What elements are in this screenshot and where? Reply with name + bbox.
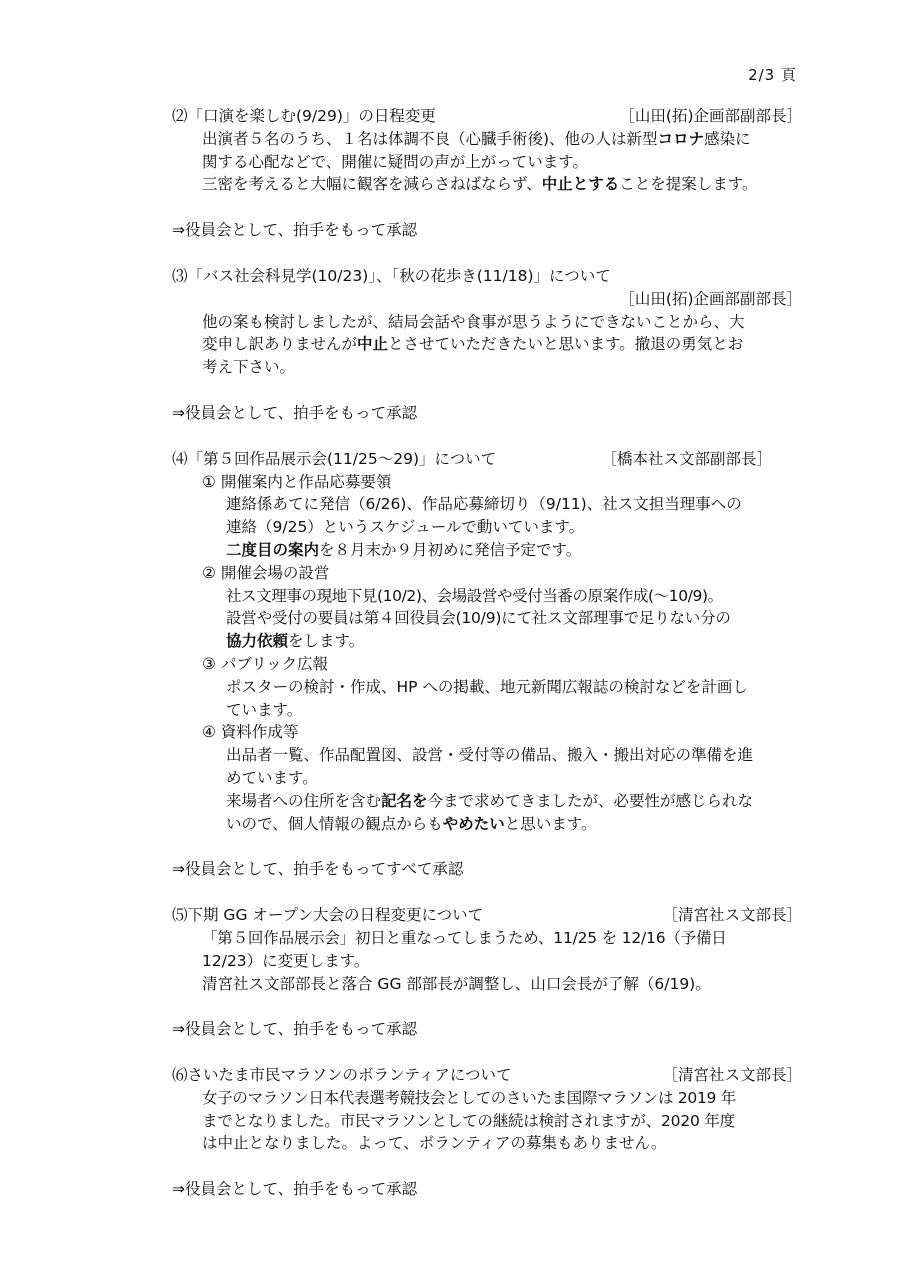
section-5-presenter: ［清宮社ス文部長］ bbox=[662, 906, 802, 925]
section-4-result: ⇒役員会として、拍手をもってすべて承認 bbox=[172, 860, 464, 879]
section-3-line-3: 考え下さい。 bbox=[202, 358, 296, 377]
section-2 bbox=[172, 105, 802, 265]
document-body bbox=[172, 105, 802, 1201]
section-5-title: ⑸下期 GG オープン大会の日程変更について bbox=[172, 906, 484, 925]
section-title bbox=[172, 105, 802, 128]
section-4-item-4-line-4: いので、個人情報の観点からもやめたいと思います。 bbox=[226, 814, 597, 833]
section-5-line-3: 清宮社ス文部部長と落合 GG 部部長が調整し、山口会長が了解（6/19)。 bbox=[202, 974, 711, 993]
section-4-item-2-line-2: 設営や受付の要員は第４回役員会(10/9)にて社ス文部理事で足りない分の bbox=[226, 609, 731, 628]
section-4-item-3-line-2: ています。 bbox=[226, 700, 303, 719]
section-6 bbox=[172, 1064, 802, 1201]
section-3-line-2: 変申し訳ありませんが中止とさせていただきたいと思います。撤退の勇気とお bbox=[202, 335, 744, 354]
section-4-item-1-line-1: 連絡係あてに発信（6/26)、作品応募締切り（9/11)、社ス文担当理事への bbox=[226, 495, 742, 514]
section-6-line-3: は中止となりました。よって、ボランティアの募集もありません。 bbox=[202, 1134, 667, 1153]
section-4-presenter: ［橋本社ス文部副部長］ bbox=[601, 449, 772, 468]
section-5-result: ⇒役員会として、拍手をもって承認 bbox=[172, 1020, 418, 1039]
section-2-result: ⇒役員会として、拍手をもって承認 bbox=[172, 221, 418, 240]
section-6-line-2: までとなりました。市民マラソンとしての継続は検討されますが、2020 年度 bbox=[202, 1111, 735, 1130]
section-4-item-4-line-1: 出品者一覧、作品配置図、設営・受付等の備品、搬入・搬出対応の準備を進 bbox=[226, 746, 754, 765]
section-2-presenter: ［山田(拓)企画部副部長］ bbox=[619, 107, 802, 125]
section-4-title: ⑷「第５回作品展示会(11/25～29)」について bbox=[172, 449, 497, 468]
section-4-item-1-line-3: 二度目の案内を８月末か９月初めに発信予定です。 bbox=[226, 540, 582, 559]
section-2-title: ⑵「口演を楽しむ(9/29)」の日程変更 bbox=[172, 107, 436, 125]
section-3-presenter: ［山田(拓)企画部副部長］ bbox=[619, 289, 802, 308]
section-2-line-1: 出演者５名のうち、１名は体調不良（心臓手術後)、他の人は新型コロナ感染に bbox=[202, 129, 751, 148]
section-4-item-2-heading: ② 開催会場の設営 bbox=[202, 563, 330, 582]
section-3-title: ⑶「バス社会科見学(10/23)」、「秋の花歩き(11/18)」について bbox=[172, 266, 611, 285]
section-6-line-1: 女子のマラソン日本代表選考競技会としてのさいたま国際マラソンは 2019 年 bbox=[202, 1088, 736, 1107]
section-3-result: ⇒役員会として、拍手をもって承認 bbox=[172, 403, 418, 422]
section-3-line-1: 他の案も検討しましたが、結局会話や食事が思うようにできないことから、大 bbox=[202, 312, 745, 331]
section-4-item-2-line-3: 協力依頼をします。 bbox=[226, 632, 365, 651]
section-6-presenter: ［清宮社ス文部長］ bbox=[662, 1066, 802, 1085]
section-5-line-1: 「第５回作品展示会」初日と重なってしまうため、11/25 を 12/16（予備日 bbox=[202, 928, 727, 947]
section-3 bbox=[172, 265, 802, 448]
page-number: 2/3 頁 bbox=[748, 66, 797, 84]
section-4-item-4-line-3: 来場者への住所を含む記名を今まで求めてきましたが、必要性が感じられな bbox=[226, 791, 754, 810]
section-4-item-1-line-2: 連絡（9/25）というスケジュールで動いています。 bbox=[226, 518, 585, 537]
section-4-item-4-heading: ④ 資料作成等 bbox=[202, 723, 299, 742]
section-5 bbox=[172, 904, 802, 1064]
section-4-item-3-heading: ③ パブリック広報 bbox=[202, 654, 329, 673]
section-4-item-1-heading: ① 開催案内と作品応募要領 bbox=[202, 472, 392, 491]
section-6-result: ⇒役員会として、拍手をもって承認 bbox=[172, 1180, 418, 1199]
section-5-line-2: 12/23）に変更します。 bbox=[202, 951, 370, 970]
section-2-line-3: 三密を考えると大幅に観客を減らさねばならず、中止とすることを提案します。 bbox=[202, 175, 758, 194]
section-4-item-2-line-1: 社ス文理事の現地下見(10/2)、会場設営や受付当番の原案作成(～10/9)。 bbox=[226, 586, 723, 605]
section-6-title: ⑹さいたま市民マラソンのボランティアについて bbox=[172, 1066, 512, 1085]
section-4-item-3-line-1: ポスターの検討・作成、HP への掲載、地元新聞広報誌の検討などを計画し bbox=[226, 677, 748, 696]
section-2-line-2: 関する心配などで、開催に疑問の声が上がっています。 bbox=[202, 152, 588, 171]
section-4 bbox=[172, 448, 802, 904]
section-4-item-4-line-2: めています。 bbox=[226, 768, 318, 787]
